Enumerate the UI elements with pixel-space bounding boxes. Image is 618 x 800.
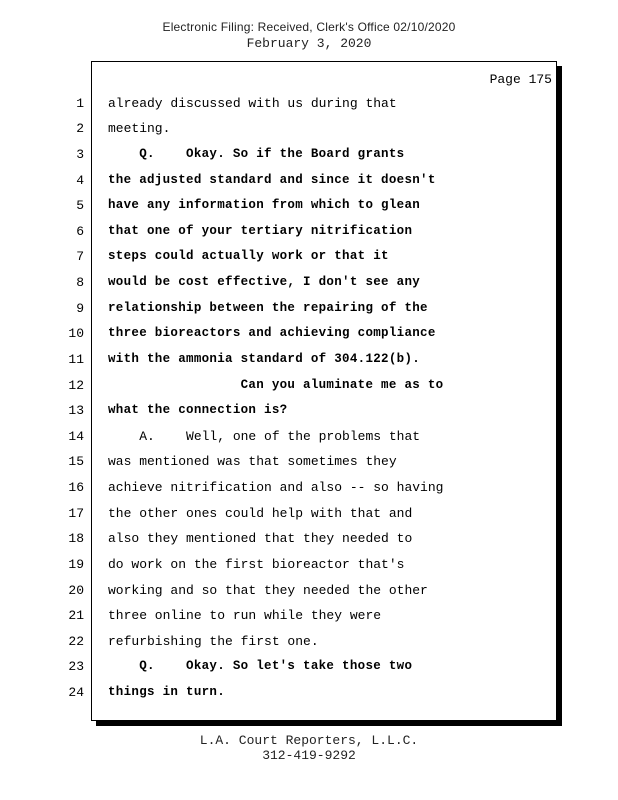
line-text: with the ammonia standard of 304.122(b). bbox=[108, 352, 421, 366]
line-number: 3 bbox=[76, 147, 84, 162]
line-number: 10 bbox=[68, 326, 84, 341]
line-number: 12 bbox=[68, 378, 84, 393]
line-text: things in turn. bbox=[108, 685, 226, 699]
line-number: 2 bbox=[76, 121, 84, 136]
line-text: do work on the first bioreactor that's bbox=[108, 557, 405, 572]
line-number: 14 bbox=[68, 429, 84, 444]
line-number: 19 bbox=[68, 557, 84, 572]
transcript-date: February 3, 2020 bbox=[246, 36, 372, 51]
line-text: three bioreactors and achieving compliance bbox=[108, 326, 436, 340]
line-number: 7 bbox=[76, 249, 84, 264]
line-text: what the connection is? bbox=[108, 403, 288, 417]
line-number: 21 bbox=[68, 608, 84, 623]
line-number: 22 bbox=[68, 634, 84, 649]
footer bbox=[0, 733, 618, 763]
line-text: A. Well, one of the problems that bbox=[108, 429, 421, 444]
line-text: refurbishing the first one. bbox=[108, 634, 319, 649]
line-number: 6 bbox=[76, 224, 84, 239]
line-number: 1 bbox=[76, 96, 84, 111]
line-number: 17 bbox=[68, 506, 84, 521]
line-text: steps could actually work or that it bbox=[108, 249, 389, 263]
line-number: 8 bbox=[76, 275, 84, 290]
reporter-phone: 312-419-9292 bbox=[262, 748, 356, 763]
line-number: 24 bbox=[68, 685, 84, 700]
line-number: 5 bbox=[76, 198, 84, 213]
line-number: 18 bbox=[68, 531, 84, 546]
line-number: 4 bbox=[76, 173, 84, 188]
line-text: working and so that they needed the other bbox=[108, 583, 428, 598]
filing-stamp: Electronic Filing: Received, Clerk's Office 02/10/2020 bbox=[162, 20, 456, 34]
page-number: Page 175 bbox=[489, 72, 552, 87]
reporter-name: L.A. Court Reporters, L.L.C. bbox=[199, 733, 419, 748]
line-number: 16 bbox=[68, 480, 84, 495]
line-text: also they mentioned that they needed to bbox=[108, 531, 413, 546]
line-text: Q. Okay. So let's take those two bbox=[108, 659, 413, 673]
line-text: achieve nitrification and also -- so having bbox=[108, 480, 444, 495]
line-text: relationship between the repairing of the bbox=[108, 301, 428, 315]
line-text: would be cost effective, I don't see any bbox=[108, 275, 421, 289]
line-number: 9 bbox=[76, 301, 84, 316]
line-text: meeting. bbox=[108, 121, 171, 136]
line-text: that one of your tertiary nitrification bbox=[108, 224, 413, 238]
line-number: 23 bbox=[68, 659, 84, 674]
line-text: already discussed with us during that bbox=[108, 96, 397, 111]
line-text: the other ones could help with that and bbox=[108, 506, 413, 521]
line-text: the adjusted standard and since it doesn't bbox=[108, 173, 436, 187]
line-number: 15 bbox=[68, 454, 84, 469]
line-text: three online to run while they were bbox=[108, 608, 382, 623]
line-text: Q. Okay. So if the Board grants bbox=[108, 147, 405, 161]
line-number: 13 bbox=[68, 403, 84, 418]
line-number: 11 bbox=[68, 352, 84, 367]
line-text: Can you aluminate me as to bbox=[108, 378, 444, 392]
line-number: 20 bbox=[68, 583, 84, 598]
line-text: have any information from which to glean bbox=[108, 198, 421, 212]
line-text: was mentioned was that sometimes they bbox=[108, 454, 397, 469]
